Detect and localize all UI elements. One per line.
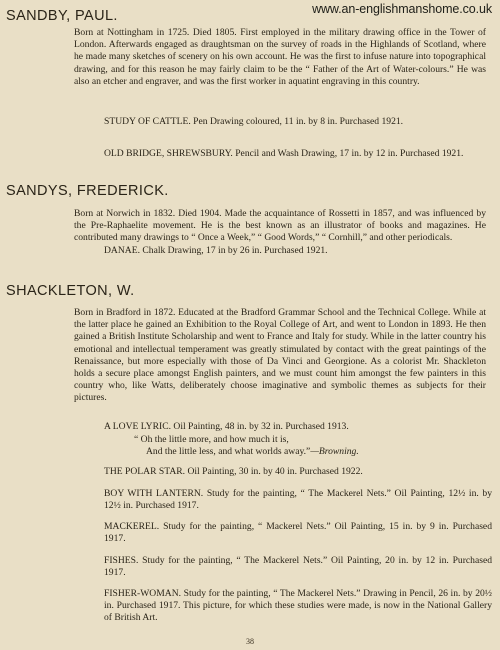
work-entry: FISHES. Study for the painting, “ The Mackerel Nets.” Oil Painting, 20 in. by 12 in. Purchased 1917. [104, 555, 492, 579]
quote-line-2: And the little less, and what worlds away.” [146, 446, 311, 458]
artist-bio-shackleton: Born in Bradford in 1872. Educated at the Bradford Grammar School and the Technical College. While at the latter place he gained an Exhibition to the Royal College of Art, and went to London in 1893. He then gained a British Institute Scholarship and went to France and Italy for study. While in the latter country his emotional and intellectual temperament was greatly stimulated by contact with the great paintings of the Renaissance, but more especially with those of Da Vinci and Georgione. As a colorist Mr. Shackleton holds a secure place amongst English painters, and we must count him amongst the few painters in this country who, like Watts, deliberately choose imaginative and symbolic themes as subjects for their pictures. [74, 307, 486, 404]
work-entry: A LOVE LYRIC. Oil Painting, 48 in. by 32 in. Purchased 1913. [104, 421, 349, 432]
poem-quote [134, 434, 490, 459]
work-entry: THE POLAR STAR. Oil Painting, 30 in. by 40 in. Purchased 1922. [104, 466, 363, 477]
page-number: 38 [246, 637, 254, 646]
quote-line-1: “ Oh the little more, and how much it is, [134, 434, 289, 445]
artist-heading-sandys: SANDYS, FREDERICK. [6, 183, 169, 199]
artist-bio-sandby: Born at Nottingham in 1725. Died 1805. First employed in the military drawing office in the Tower of London. Afterwards engaged as draughtsman on the survey of roads in the Highlands of Scotland, where he made many sketches of scenery on his own account. He was the first to infuse nature into topographical drawing, and for this reason he may fairly claim to be the “ Father of the Art of Water-colours.” He was also an etcher and engraver, and was the first worker in aquatint engraving in this country. [74, 27, 486, 87]
work-entry: BOY WITH LANTERN. Study for the painting, “ The Mackerel Nets.” Oil Painting, 12½ in. by 12½ in. Purchased 1917. [104, 488, 492, 512]
work-entry: MACKEREL. Study for the painting, “ Mackerel Nets.” Oil Painting, 15 in. by 9 in. Purchased 1917. [104, 521, 492, 545]
quote-attribution: —Browning. [310, 446, 359, 458]
work-entry: FISHER-WOMAN. Study for the painting, “ The Mackerel Nets.” Drawing in Pencil, 26 in. by 20½ in. Purchased 1917. This picture, for which these studies were made, is now in the National Gallery of British Art. [104, 588, 492, 624]
watermark-text: www.an-englishmanshome.co.uk [312, 2, 492, 16]
work-entry: DANAE. Chalk Drawing, 17 in by 26 in. Purchased 1921. [104, 245, 328, 256]
artist-heading-sandby: SANDBY, PAUL. [6, 8, 118, 24]
artist-heading-shackleton: SHACKLETON, W. [6, 283, 135, 299]
work-entry: STUDY OF CATTLE. Pen Drawing coloured, 11 in. by 8 in. Purchased 1921. [104, 116, 404, 127]
artist-bio-sandys: Born at Norwich in 1832. Died 1904. Made the acquaintance of Rossetti in 1857, and was influenced by the Pre-Raphaelite movement. He is the best known as an illustrator of books and magazines. He contributed many drawings to “ Once a Week,” “ Good Words,” “ Cornhill,” and other periodicals. [74, 208, 486, 244]
work-entry: OLD BRIDGE, SHREWSBURY. Pencil and Wash Drawing, 17 in. by 12 in. Purchased 1921. [104, 148, 464, 159]
